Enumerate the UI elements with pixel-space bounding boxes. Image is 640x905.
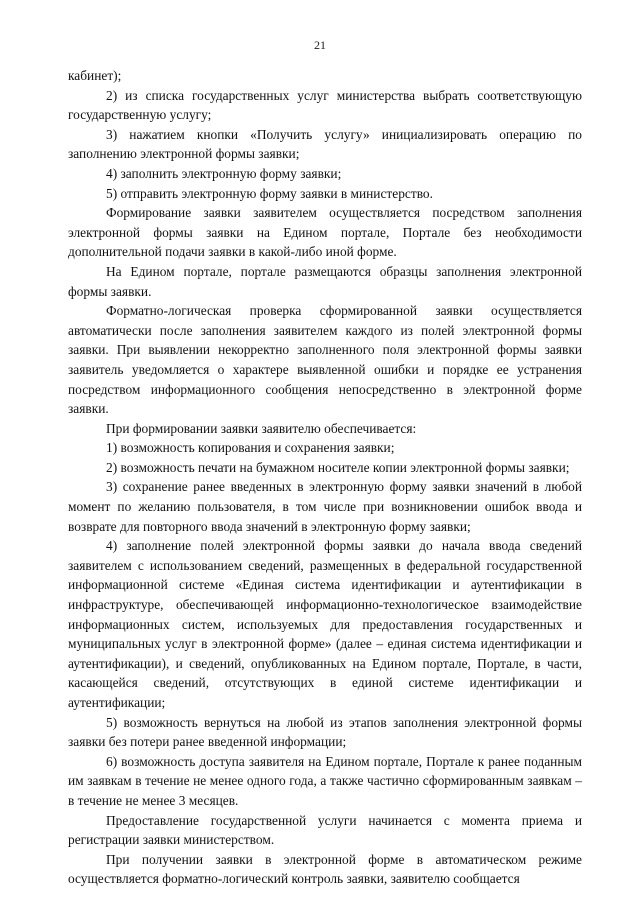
body-text <box>68 66 582 889</box>
paragraph-provided-intro: При формировании заявки заявителю обеспечивается: <box>106 420 417 436</box>
page-number: 21 <box>314 38 326 52</box>
paragraph-samples: На Едином портале, портале размещаются образцы заполнения электронной формы заявки. <box>68 263 582 299</box>
paragraph-provided-3: 3) сохранение ранее введенных в электронную форму заявки значений в любой момент по желанию пользователя, в том числе при возникновении ошибок ввода и возврате для повторного ввода значений в электронную форму заявки; <box>68 479 582 534</box>
paragraph-provided-1: 1) возможность копирования и сохранения заявки; <box>106 440 395 456</box>
paragraph-step-5: 5) отправить электронную форму заявки в министерство. <box>106 185 433 201</box>
paragraph-validation: Форматно-логическая проверка сформированной заявки осуществляется автоматически после заполнения заявителем каждого из полей электронной формы заявки. При выявлении некорректно заполненного поля электронной формы заявки заявитель уведомляется о характере выявленной ошибки и порядке ее устранения посредством информационного сообщения непосредственно в электронной форме заявки. <box>68 303 582 417</box>
paragraph-forming: Формирование заявки заявителем осуществляется посредством заполнения электронной формы заявки на Едином портале, Портале без необходимости дополнительной подачи заявки в какой-либо иной форме. <box>68 205 582 260</box>
paragraph-provided-5: 5) возможность вернуться на любой из этапов заполнения электронной формы заявки без потери ранее введенной информации; <box>68 714 582 750</box>
paragraph-continuation: кабинет); <box>68 68 122 83</box>
paragraph-provided-2: 2) возможность печати на бумажном носителе копии электронной формы заявки; <box>106 459 570 475</box>
paragraph-step-4: 4) заполнить электронную форму заявки; <box>106 165 342 181</box>
paragraph-service-start: Предоставление государственной услуги начинается с момента приема и регистрации заявки министерством. <box>68 812 582 848</box>
paragraph-step-3: 3) нажатием кнопки «Получить услугу» инициализировать операцию по заполнению электронной формы заявки; <box>68 126 582 162</box>
paragraph-step-2: 2) из списка государственных услуг министерства выбрать соответствующую государственную услугу; <box>68 87 582 123</box>
paragraph-provided-6: 6) возможность доступа заявителя на Едином портале, Портале к ранее поданным им заявкам в течение не менее одного года, а также частично сформированным заявкам – в течение не менее 3 месяцев. <box>68 753 582 808</box>
paragraph-provided-4: 4) заполнение полей электронной формы заявки до начала ввода сведений заявителем с использованием сведений, размещенных в федеральной государственной информационной системе «Единая система идентификации и аутентификации в инфраструктуре, обеспечивающей информационно-технологическое взаимодействие информационных систем, используемых для предоставления государственных и муниципальных услуг в электронной форме» (далее – единая система идентификации и аутентификации), и сведений, опубликованных на Едином портале, Портале, в части, касающейся сведений, отсутствующих в единой системе идентификации и аутентификации; <box>68 538 582 710</box>
paragraph-auto-control: При получении заявки в электронной форме в автоматическом режиме осуществляется форматно-логический контроль заявки, заявителю сообщается <box>68 851 582 887</box>
